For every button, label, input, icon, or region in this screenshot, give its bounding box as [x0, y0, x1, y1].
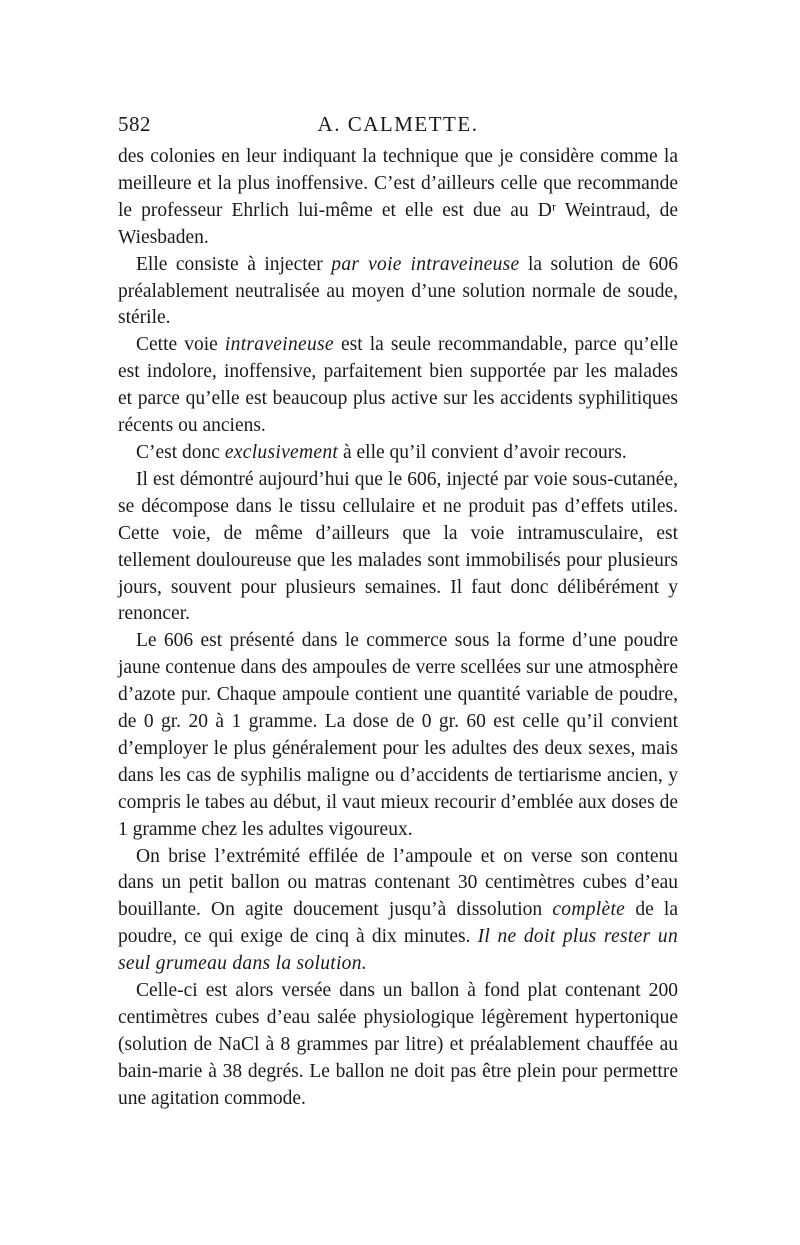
text-segment: C’est donc: [136, 441, 225, 463]
text-segment: Le 606 est présenté dans le commerce sous la forme d’une poudre jaune contenue dans des ampoules de verre scellées sur une atmosphère d’azote pur. Chaque ampoule contient une quantité variable de poudre, de 0 gr. 20 à 1 gramme. La dose de 0 gr. 60 est celle qu’il convient d’employer le plus généralement pour les adultes des deux sexes, mais dans les cas de syphilis maligne ou d’accidents de tertiarisme ancien, y compris le tabes au début, il vaut mieux recourir d’emblée aux doses de 1 gramme chez les adultes vigoureux.: [118, 630, 678, 840]
book-page: [118, 112, 678, 1113]
text-segment: de la poudre, ce qui exige de cinq à dix minutes.: [118, 899, 678, 948]
paragraph-3: [118, 332, 678, 440]
paragraph-5: [118, 467, 678, 628]
text-segment: On brise l’extrémité effilée de l’ampoule et on verse son contenu dans un petit ballon ou matras contenant 30 centimètres cubes d’eau bouillante. On agite doucement jusqu’à dissolution: [118, 845, 678, 921]
paragraph-4: [118, 440, 678, 467]
running-head: [118, 112, 678, 142]
italic-segment: par voie intraveineuse: [331, 253, 520, 275]
text-segment: est la seule recommandable, parce qu’elle est indolore, inoffensive, parfaitement bien supportée par les malades et parce qu’elle est beaucoup plus active sur les accidents syphilitiques récents ou anciens.: [118, 334, 678, 437]
paragraph-8: [118, 978, 678, 1113]
paragraph-1: [118, 144, 678, 252]
page-number: 582: [118, 112, 151, 136]
body-text: [118, 144, 678, 1113]
text-segment: à elle qu’il convient d’avoir recours.: [338, 441, 627, 463]
text-segment: Elle consiste à injecter: [136, 253, 332, 275]
running-title: A. CALMETTE.: [317, 112, 479, 136]
italic-segment: Il ne doit plus rester un seul grumeau dans la solution.: [118, 926, 678, 975]
text-segment: Celle-ci est alors versée dans un ballon à fond plat contenant 200 centimètres cubes d’eau salée physiologique légèrement hypertonique (solution de NaCl à 8 grammes par litre) et préalablement chauffée au bain-marie à 38 degrés. Le ballon ne doit pas être plein pour permettre une agitation commode.: [118, 980, 678, 1109]
italic-segment: intraveineuse: [224, 334, 334, 356]
text-segment: des colonies en leur indiquant la technique que je considère comme la meilleure et la plus inoffensive. C’est d’ailleurs celle que recommande le professeur Ehrlich lui-même et elle est due au Dʳ Weintraud, de Wiesbaden.: [118, 146, 678, 248]
text-segment: Il est démontré aujourd’hui que le 606, injecté par voie sous-cutanée, se décompose dans le tissu cellulaire et ne produit pas d’effets utiles. Cette voie, de même d’ailleurs que la voie intramusculaire, est tellement douloureuse que les malades sont immobilisés pour plusieurs jours, souvent pour plusieurs semaines. Il faut donc délibérément y renoncer.: [118, 468, 678, 625]
italic-segment: complète: [552, 899, 626, 921]
paragraph-2: [118, 252, 678, 333]
text-segment: Cette voie: [136, 334, 225, 356]
italic-segment: exclusivement: [224, 441, 339, 463]
text-segment: la solution de 606 préalablement neutralisée au moyen d’une solution normale de soude, stérile.: [118, 253, 679, 329]
paragraph-6: [118, 628, 678, 843]
paragraph-7: [118, 844, 678, 979]
